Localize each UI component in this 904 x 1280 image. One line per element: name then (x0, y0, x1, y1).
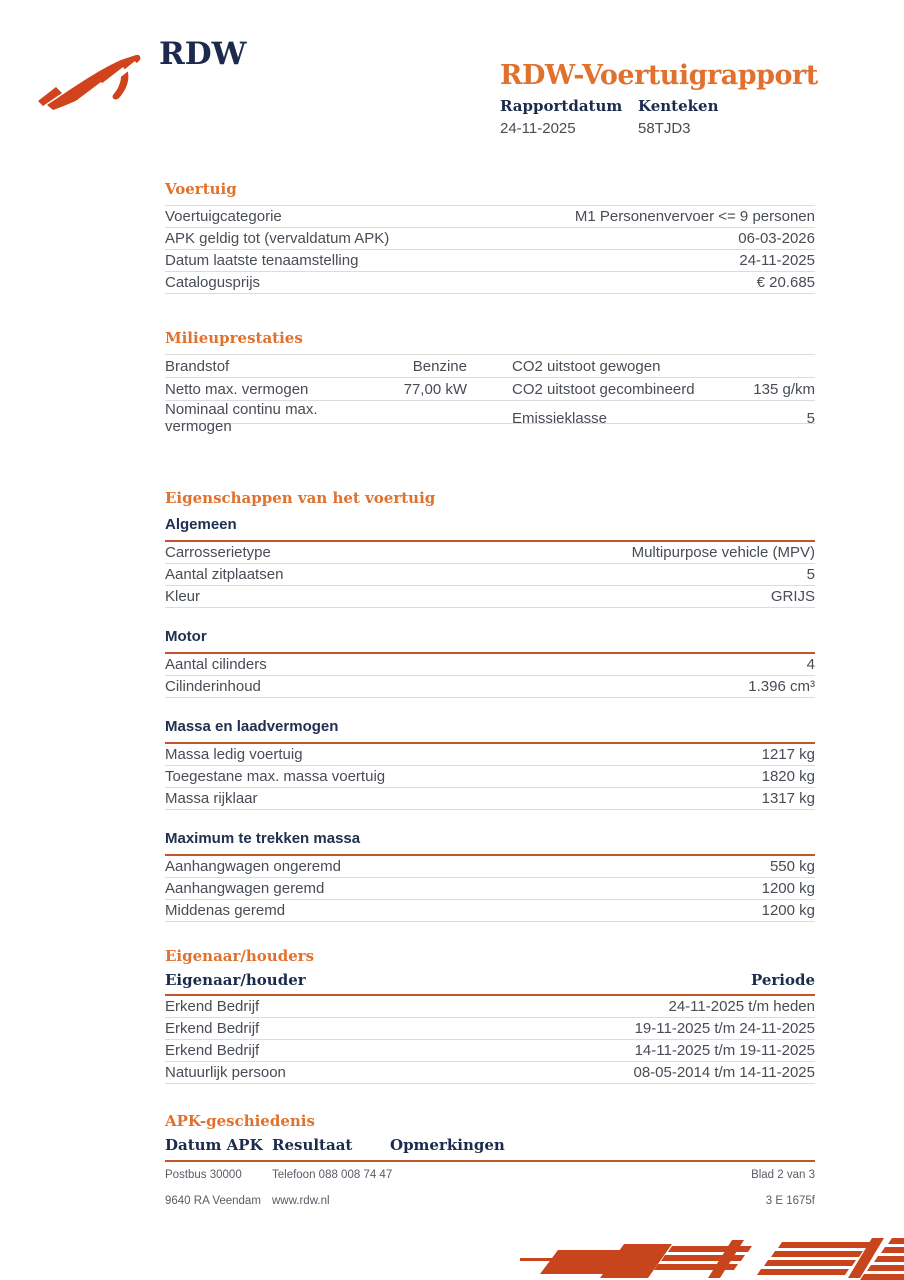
column-header-owner: Eigenaar/houder (165, 971, 306, 989)
row-value: 4 (806, 656, 815, 673)
table-row (165, 1062, 815, 1084)
table-row (165, 542, 815, 564)
table-row (165, 586, 815, 608)
apk-table-header (165, 1136, 815, 1162)
footer-line-2 (165, 1195, 815, 1207)
table-row (165, 1040, 815, 1062)
subsection-title: Massa en laadvermogen (165, 718, 815, 744)
row-value: Benzine (412, 357, 467, 375)
subsection-trekken-massa (165, 830, 815, 922)
table-row (165, 766, 815, 788)
footer-postbus: Postbus 30000 (165, 1169, 242, 1181)
subsection-title: Maximum te trekken massa (165, 830, 815, 856)
row-label: Catalogusprijs (165, 274, 261, 291)
table-row (165, 996, 815, 1018)
license-plate-block (638, 97, 718, 137)
page-title: RDW-Voertuigrapport (500, 60, 818, 92)
row-value: Multipurpose vehicle (MPV) (631, 544, 815, 561)
row-value: 5 (806, 566, 815, 583)
row-value: 1820 kg (761, 768, 815, 785)
table-row (165, 378, 815, 401)
row-label: Aantal zitplaatsen (165, 566, 284, 583)
footer-website: www.rdw.nl (272, 1195, 330, 1207)
row-label: Nominaal continu max. vermogen (165, 401, 318, 435)
footer-line-1 (165, 1169, 815, 1181)
report-meta (500, 97, 718, 137)
table-row (165, 228, 815, 250)
row-label: Middenas geremd (165, 902, 286, 919)
footer-city: 9640 RA Veendam (165, 1195, 261, 1207)
license-plate-value: 58TJD3 (638, 120, 691, 137)
owners-table-header (165, 971, 815, 996)
table-row (165, 676, 815, 698)
row-value: 1217 kg (761, 746, 815, 763)
column-header-opmerkingen: Opmerkingen (390, 1136, 505, 1154)
owner-name: Erkend Bedrijf (165, 1042, 260, 1059)
subsection-title: Algemeen (165, 516, 815, 542)
table-row (165, 206, 815, 228)
row-label: Datum laatste tenaamstelling (165, 252, 359, 269)
row-value: 06-03-2026 (738, 230, 815, 247)
row-label: APK geldig tot (vervaldatum APK) (165, 230, 390, 247)
row-value: 1.396 cm³ (748, 678, 815, 695)
footer-phone: Telefoon 088 008 74 47 (272, 1169, 393, 1181)
row-value: 24-11-2025 (739, 252, 815, 269)
owner-name: Erkend Bedrijf (165, 998, 260, 1015)
subsection-massa (165, 718, 815, 810)
owner-period: 14-11-2025 t/m 19-11-2025 (634, 1042, 815, 1059)
row-label: Aanhangwagen ongeremd (165, 858, 341, 875)
rdw-logo-wordmark: RDW (159, 36, 247, 72)
owner-name: Erkend Bedrijf (165, 1020, 260, 1037)
row-label: Kleur (165, 588, 201, 605)
page-footer (165, 1169, 815, 1221)
subsection-algemeen (165, 516, 815, 608)
row-label: Cilinderinhoud (165, 678, 261, 695)
row-value: 135 g/km (753, 380, 815, 398)
column-header-datum-apk: Datum APK (165, 1136, 263, 1154)
license-plate-label: Kenteken (638, 97, 719, 115)
table-row (165, 250, 815, 272)
row-label: Toegestane max. massa voertuig (165, 768, 386, 785)
table-row (165, 900, 815, 922)
table-row (165, 272, 815, 294)
row-label: Massa ledig voertuig (165, 746, 303, 763)
table-row (165, 788, 815, 810)
report-date-block (500, 97, 638, 137)
row-value: 550 kg (769, 858, 815, 875)
row-label: Carrosserietype (165, 544, 271, 561)
owner-period: 08-05-2014 t/m 14-11-2025 (633, 1064, 815, 1081)
section-title-eigenaar: Eigenaar/houders (165, 947, 315, 965)
owner-period: 19-11-2025 t/m 24-11-2025 (634, 1020, 815, 1037)
table-row (165, 401, 815, 435)
section-title-eigenschappen: Eigenschappen van het voertuig (165, 489, 436, 507)
section-milieuprestaties (165, 329, 815, 435)
row-label: Brandstof (165, 357, 230, 375)
section-title-milieuprestaties: Milieuprestaties (165, 329, 815, 355)
table-row (165, 744, 815, 766)
report-date-value: 24-11-2025 (500, 120, 576, 137)
table-row (165, 856, 815, 878)
column-header-period: Periode (750, 971, 815, 989)
rdw-footer-stripes-graphic (520, 1230, 904, 1280)
table-row (165, 654, 815, 676)
rdw-logo-swoosh-icon (38, 52, 146, 112)
row-label: CO2 uitstoot gewogen (512, 357, 661, 375)
row-label: Voertuigcategorie (165, 208, 282, 225)
owner-period: 24-11-2025 t/m heden (668, 998, 815, 1015)
row-value: 1317 kg (761, 790, 815, 807)
row-label: Netto max. vermogen (165, 380, 309, 398)
table-row (165, 355, 815, 378)
row-label: Aanhangwagen geremd (165, 880, 325, 897)
footer-form-code: 3 E 1675f (765, 1195, 815, 1207)
subsection-motor (165, 628, 815, 698)
row-value: GRIJS (770, 588, 815, 605)
row-value: 1200 kg (761, 880, 815, 897)
row-value: 5 (806, 409, 815, 427)
table-row (165, 564, 815, 586)
row-label: Emissieklasse (512, 409, 608, 427)
footer-page-number: Blad 2 van 3 (751, 1169, 815, 1181)
section-title-voertuig: Voertuig (165, 180, 815, 206)
column-header-resultaat: Resultaat (272, 1136, 353, 1154)
section-eigenschappen (165, 489, 815, 942)
row-value: 1200 kg (761, 902, 815, 919)
section-voertuig (165, 180, 815, 294)
section-eigenaar-houders (165, 947, 815, 1084)
row-label: Aantal cilinders (165, 656, 267, 673)
report-date-label: Rapportdatum (500, 97, 623, 115)
table-row (165, 1018, 815, 1040)
row-label: Massa rijklaar (165, 790, 258, 807)
row-value: € 20.685 (756, 274, 815, 291)
row-label: CO2 uitstoot gecombineerd (512, 380, 695, 398)
row-value: 77,00 kW (403, 380, 467, 398)
table-row (165, 878, 815, 900)
section-title-apk: APK-geschiedenis (165, 1112, 315, 1130)
section-apk-geschiedenis (165, 1112, 815, 1162)
owner-name: Natuurlijk persoon (165, 1064, 286, 1081)
subsection-title: Motor (165, 628, 815, 654)
row-value: M1 Personenvervoer <= 9 personen (574, 208, 815, 225)
